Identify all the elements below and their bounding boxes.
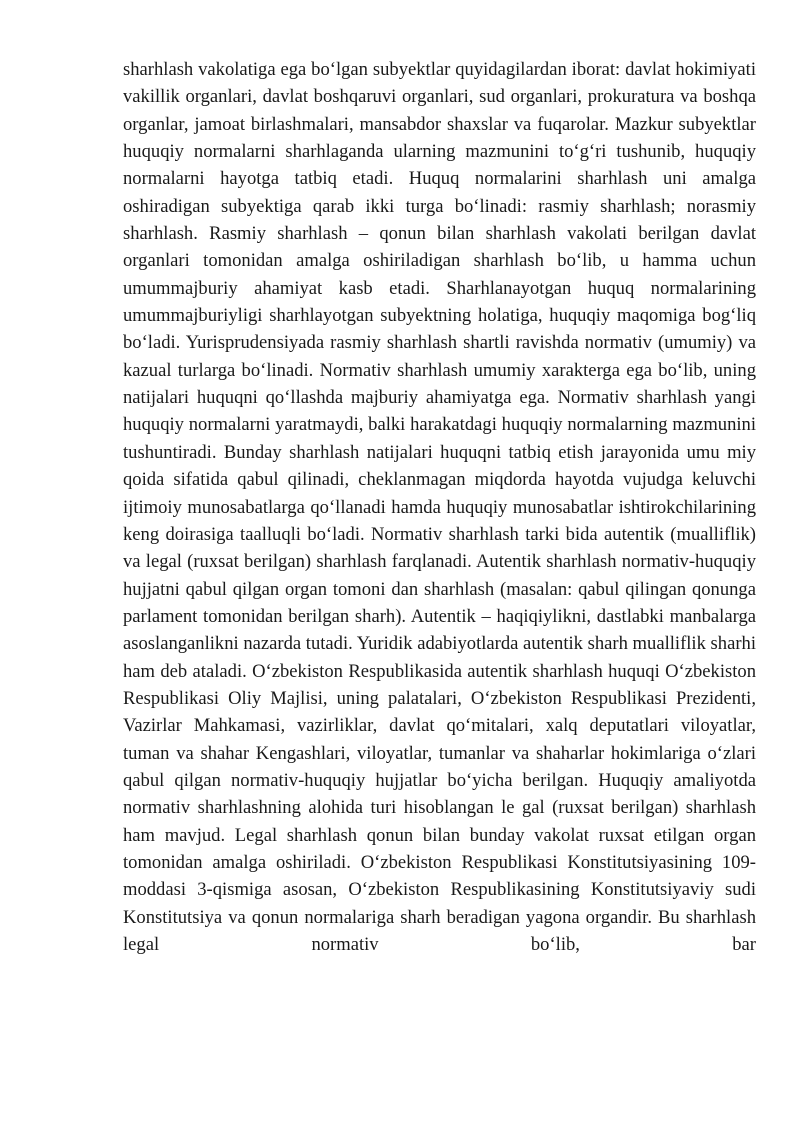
body-paragraph: sharhlash vakolatiga ega bo‘lgan subyektlar quyidagilardan iborat: davlat hokimiyati vakillik organlari, davlat boshqaruvi organlari, sud organlari, prokuratura va boshqa organlar, jamoat birlashmalari, mansabdor shaxslar va fuqarolar. Mazkur subyektlar huquqiy normalarni sharhlaganda ularning mazmunini to‘g‘ri tushunib, huquqiy normalarni hayotga tatbiq etadi. Huquq normalarini sharhlash uni amalga oshiradigan subyektiga qarab ikki turga bo‘linadi: rasmiy sharhlash; norasmiy sharhlash. Rasmiy sharhlash – qonun bilan sharhlash vakolati berilgan davlat organlari tomonidan amalga oshiriladigan sharhlash bo‘lib, u hamma uchun umummajburiy ahamiyat kasb etadi. Sharhlanayotgan huquq normalarining umummajburiyligi sharhlayotgan subyektning holatiga, huquqiy maqomiga bog‘liq bo‘ladi. Yurisprudensiyada rasmiy sharhlash shartli ravishda normativ (umumiy) va kazual turlarga bo‘linadi. Normativ sharhlash umumiy xarakterga ega bo‘lib, uning natijalari huquqni qo‘llashda majburiy ahamiyatga ega. Normativ sharhlash yangi huquqiy normalarni yaratmaydi, balki harakatdagi huquqiy normalarning mazmunini tushuntiradi. Bunday sharhlash natijalari huquqni tatbiq etish jarayonida umu miy qoida sifatida qabul qilinadi, cheklanmagan miqdorda hayotda vujudga keluvchi ijtimoiy munosabatlarga qo‘llanadi hamda huquqiy munosabatlar ishtirokchilarining keng doirasiga taalluqli bo‘ladi. Normativ sharhlash tarki bida autentik (mualliflik) va legal (ruxsat berilgan) sharhlash farqlanadi. Autentik sharhlash normativ-huquqiy hujjatni qabul qilgan organ tomoni dan sharhlash (masalan: qabul qilingan qonunga parlament tomonidan berilgan sharh). Autentik – haqiqiylikni, dastlabki manbalarga asoslanganlikni nazarda tutadi. Yuridik adabiyotlarda autentik sharh mualliflik sharhi ham deb ataladi. O‘zbekiston Respublikasida autentik sharhlash huquqi O‘zbekiston Respublikasi Oliy Majlisi, uning palatalari, O‘zbekiston Respublikasi Prezidenti, Vazirlar Mahkamasi, vazirliklar, davlat qo‘mitalari, xalq deputatlari viloyatlar, tuman va shahar Kengashlari, viloyatlar, tumanlar va shaharlar hokimlariga o‘zlari qabul qilgan normativ-huquqiy hujjatlar bo‘yicha berilgan. Huquqiy amaliyotda normativ sharhlashning alohida turi hisoblangan le gal (ruxsat berilgan) sharhlash ham mavjud. Legal sharhlash qonun bilan bunday vakolat ruxsat etilgan organ tomonidan amalga oshiriladi. O‘zbekiston Respublikasi Konstitutsiyasining 109-moddasi 3-qismiga asosan, O‘zbekiston Respublikasining Konstitutsiyaviy sudi Konstitutsiya va qonun normalariga sharh beradigan yagona organdir. Bu sharhlash legal normativ bo‘lib, bar (123, 59, 756, 955)
document-page (123, 56, 756, 958)
